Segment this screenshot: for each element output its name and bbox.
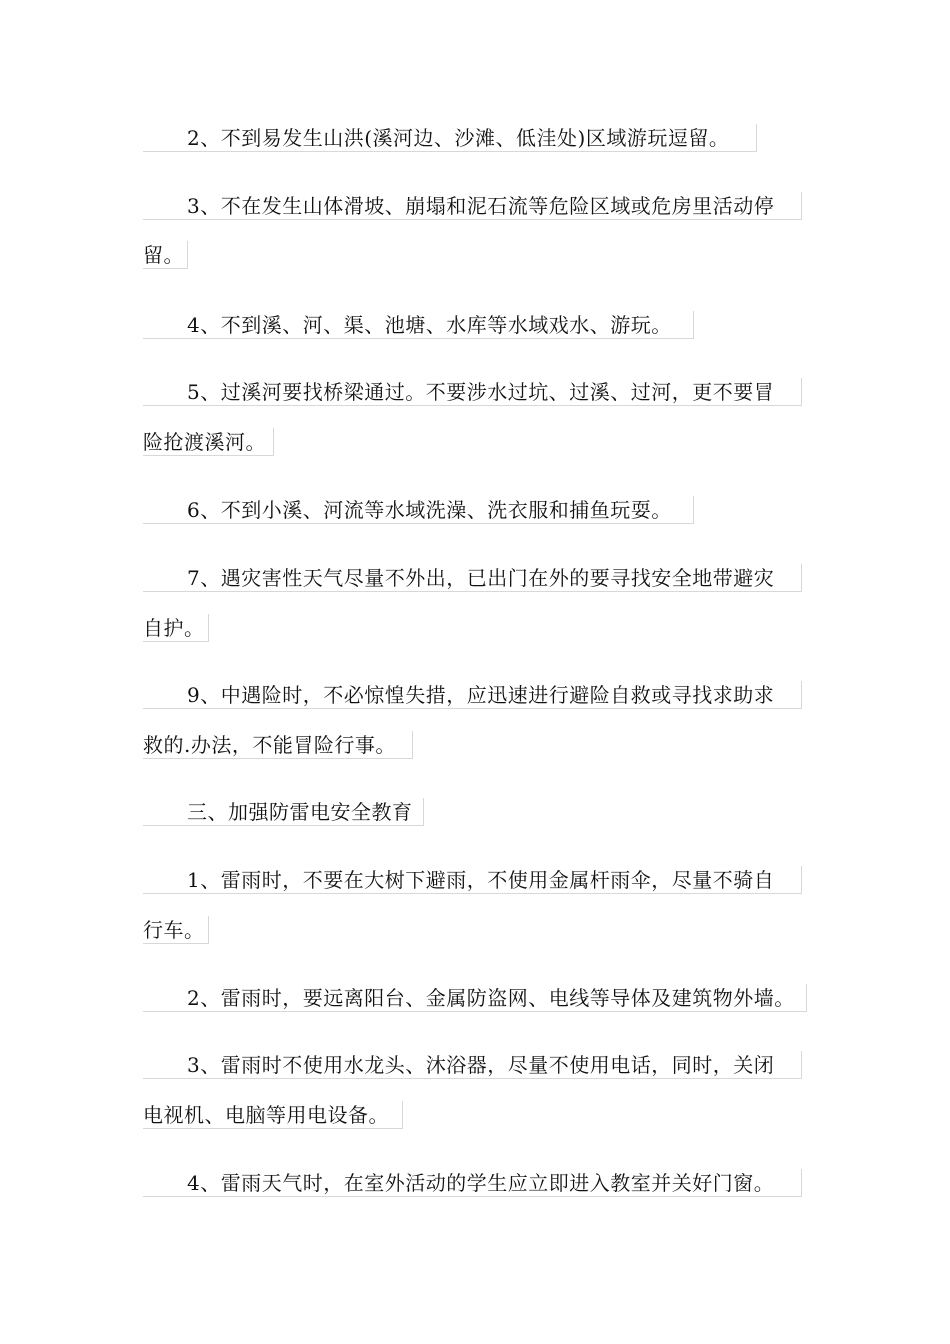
- text-line: 4、不到溪、河、渠、池塘、水库等水域戏水、游玩。: [143, 311, 694, 339]
- text-line: 救的.办法，不能冒险行事。: [143, 731, 413, 759]
- text-line: 7、遇灾害性天气尽量不外出，已出门在外的要寻找安全地带避灾: [143, 564, 802, 592]
- text-line: 留。: [143, 241, 188, 269]
- section-heading: 三、加强防雷电安全教育: [143, 798, 424, 826]
- text-line: 6、不到小溪、河流等水域洗澡、洗衣服和捕鱼玩耍。: [143, 496, 694, 524]
- text-line: 3、雷雨时不使用水龙头、沐浴器，尽量不使用电话，同时，关闭: [143, 1051, 802, 1079]
- text-line: 行车。: [143, 916, 209, 944]
- text-line: 1、雷雨时，不要在大树下避雨，不使用金属杆雨伞，尽量不骑自: [143, 866, 802, 894]
- text-line: 4、雷雨天气时，在室外活动的学生应立即进入教室并关好门窗。: [143, 1169, 802, 1197]
- text-line: 自护。: [143, 614, 209, 642]
- text-line: 3、不在发生山体滑坡、崩塌和泥石流等危险区域或危房里活动停: [143, 192, 802, 220]
- text-line: 2、不到易发生山洪(溪河边、沙滩、低洼处)区域游玩逗留。: [143, 124, 757, 152]
- text-line: 险抢渡溪河。: [143, 428, 274, 456]
- text-line: 2、雷雨时，要远离阳台、金属防盗网、电线等导体及建筑物外墙。: [143, 984, 807, 1012]
- text-line: 9、中遇险时，不必惊惶失措，应迅速进行避险自救或寻找求助求: [143, 681, 802, 709]
- text-line: 5、过溪河要找桥梁通过。不要涉水过坑、过溪、过河，更不要冒: [143, 378, 802, 406]
- text-line: 电视机、电脑等用电设备。: [143, 1101, 403, 1129]
